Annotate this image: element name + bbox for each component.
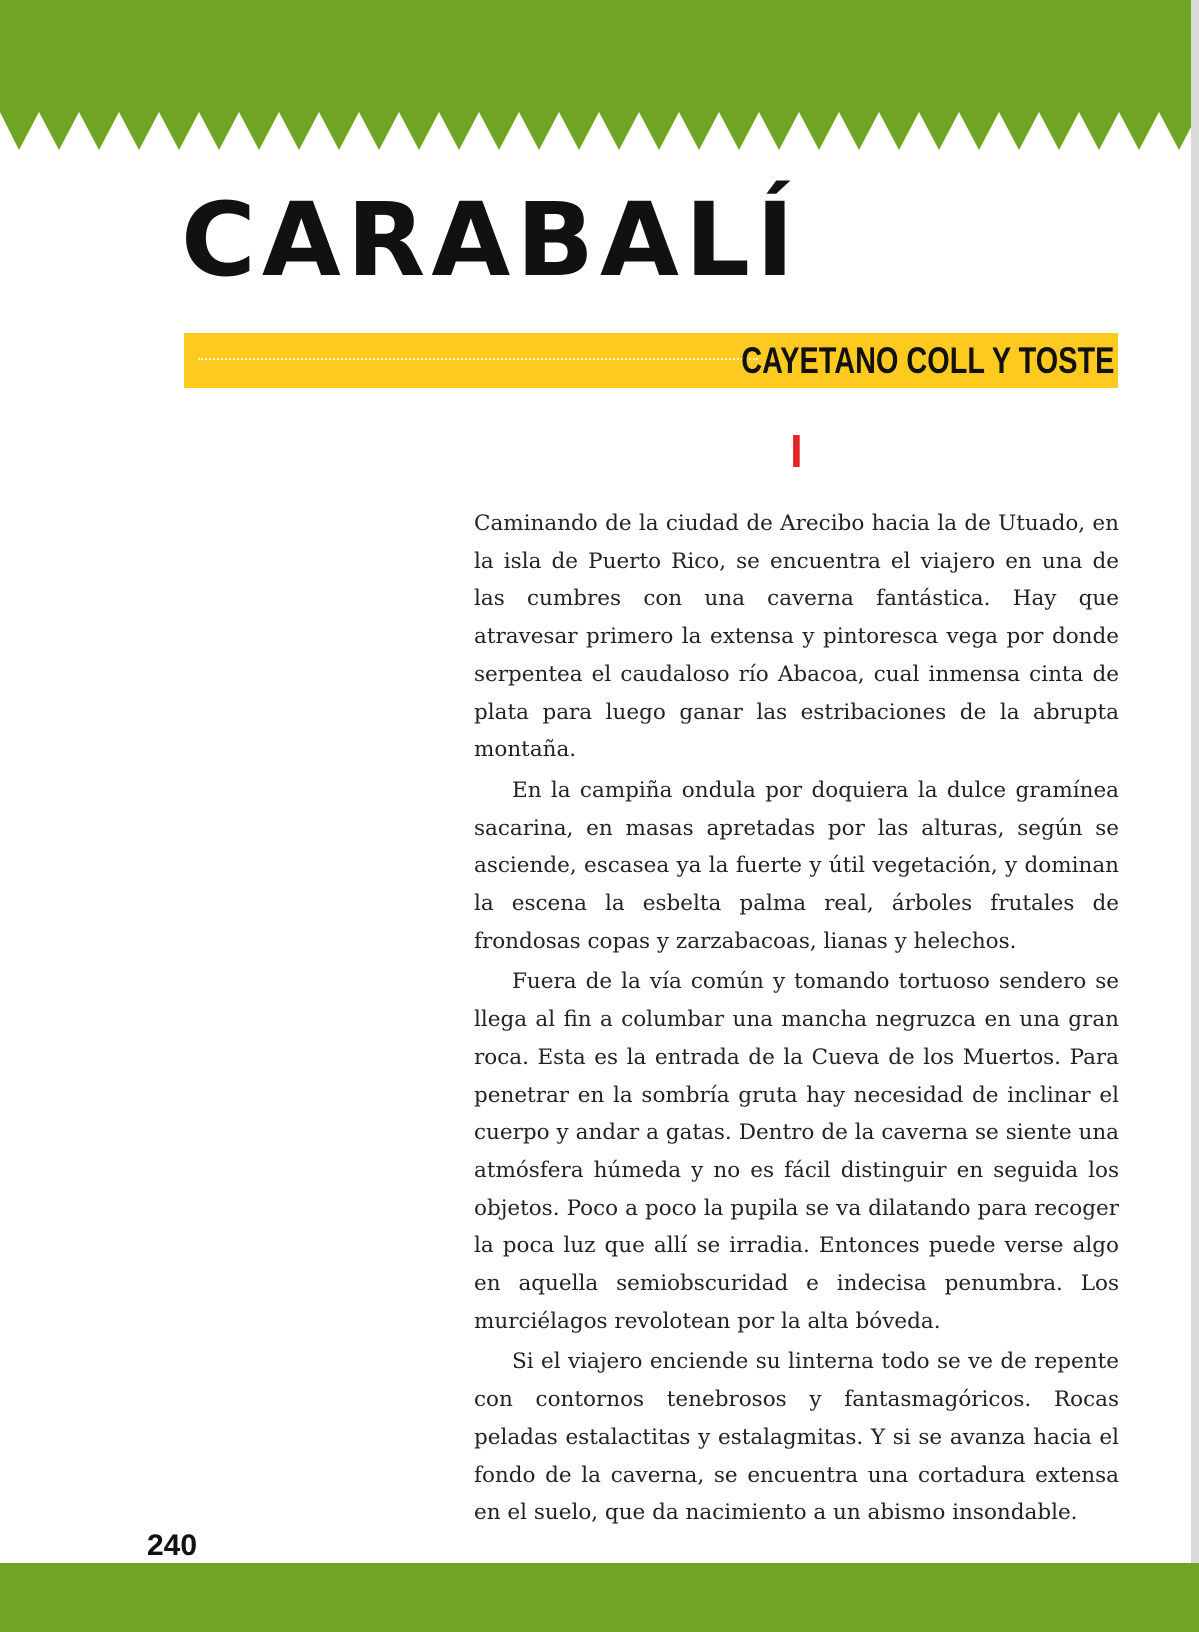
top-zigzag-band — [0, 0, 1199, 160]
page-edge-shadow — [1191, 0, 1199, 1632]
page-number: 240 — [147, 1529, 198, 1562]
paragraph: Caminando de la ciudad de Arecibo hacia la de Utuado, en la isla de Puerto Rico, se encuentra el viajero en una de las cumbres con una caverna fantástica. Hay que atravesar primero la extensa y pintoresca vega por donde serpentea el caudaloso río Abacoa, cual inmensa cinta de plata para luego ganar las estribaciones de la abrupta montaña. — [474, 511, 1119, 763]
story-title: CARABALÍ — [181, 181, 800, 300]
bottom-green-band — [0, 1563, 1199, 1632]
chapter-numeral: I — [790, 425, 803, 477]
paragraph: Si el viajero enciende su linterna todo se ve de repente con contornos tenebrosos y fantasmagóricos. Rocas peladas estalactitas y estalagmitas. Y si se avanza hacia el fondo de la caverna, se encuentra una cortadura extensa en el suelo, que da nacimiento a un abismo insondable. — [474, 1349, 1119, 1526]
paragraph: En la campiña ondula por doquiera la dulce gramínea sacarina, en masas apretadas por las alturas, según se asciende, escasea ya la fuerte y útil vegetación, y dominan la escena la esbelta palma real, árboles frutales de frondosas copas y zarzabacoas, lianas y helechos. — [474, 777, 1119, 954]
author-name: CAYETANO COLL Y TOSTE — [740, 340, 1114, 381]
body-text — [474, 505, 1119, 1535]
author-bar — [184, 333, 1118, 388]
author-bar-dotted-rule — [198, 358, 758, 360]
paragraph: Fuera de la vía común y tomando tortuoso sendero se llega al fin a columbar una mancha negruzca en una gran roca. Esta es la entrada de la Cueva de los Muertos. Para penetrar en la sombría gruta hay necesidad de inclinar el cuerpo y andar a gatas. Dentro de la caverna se siente una atmósfera húmeda y no es fácil distinguir en seguida los objetos. Poco a poco la pupila se va dilatando para recoger la poca luz que allí se irradia. Entonces puede verse algo en aquella semiobscuridad e indecisa penumbra. Los murciélagos revolotean por la alta bóveda. — [474, 969, 1119, 1334]
